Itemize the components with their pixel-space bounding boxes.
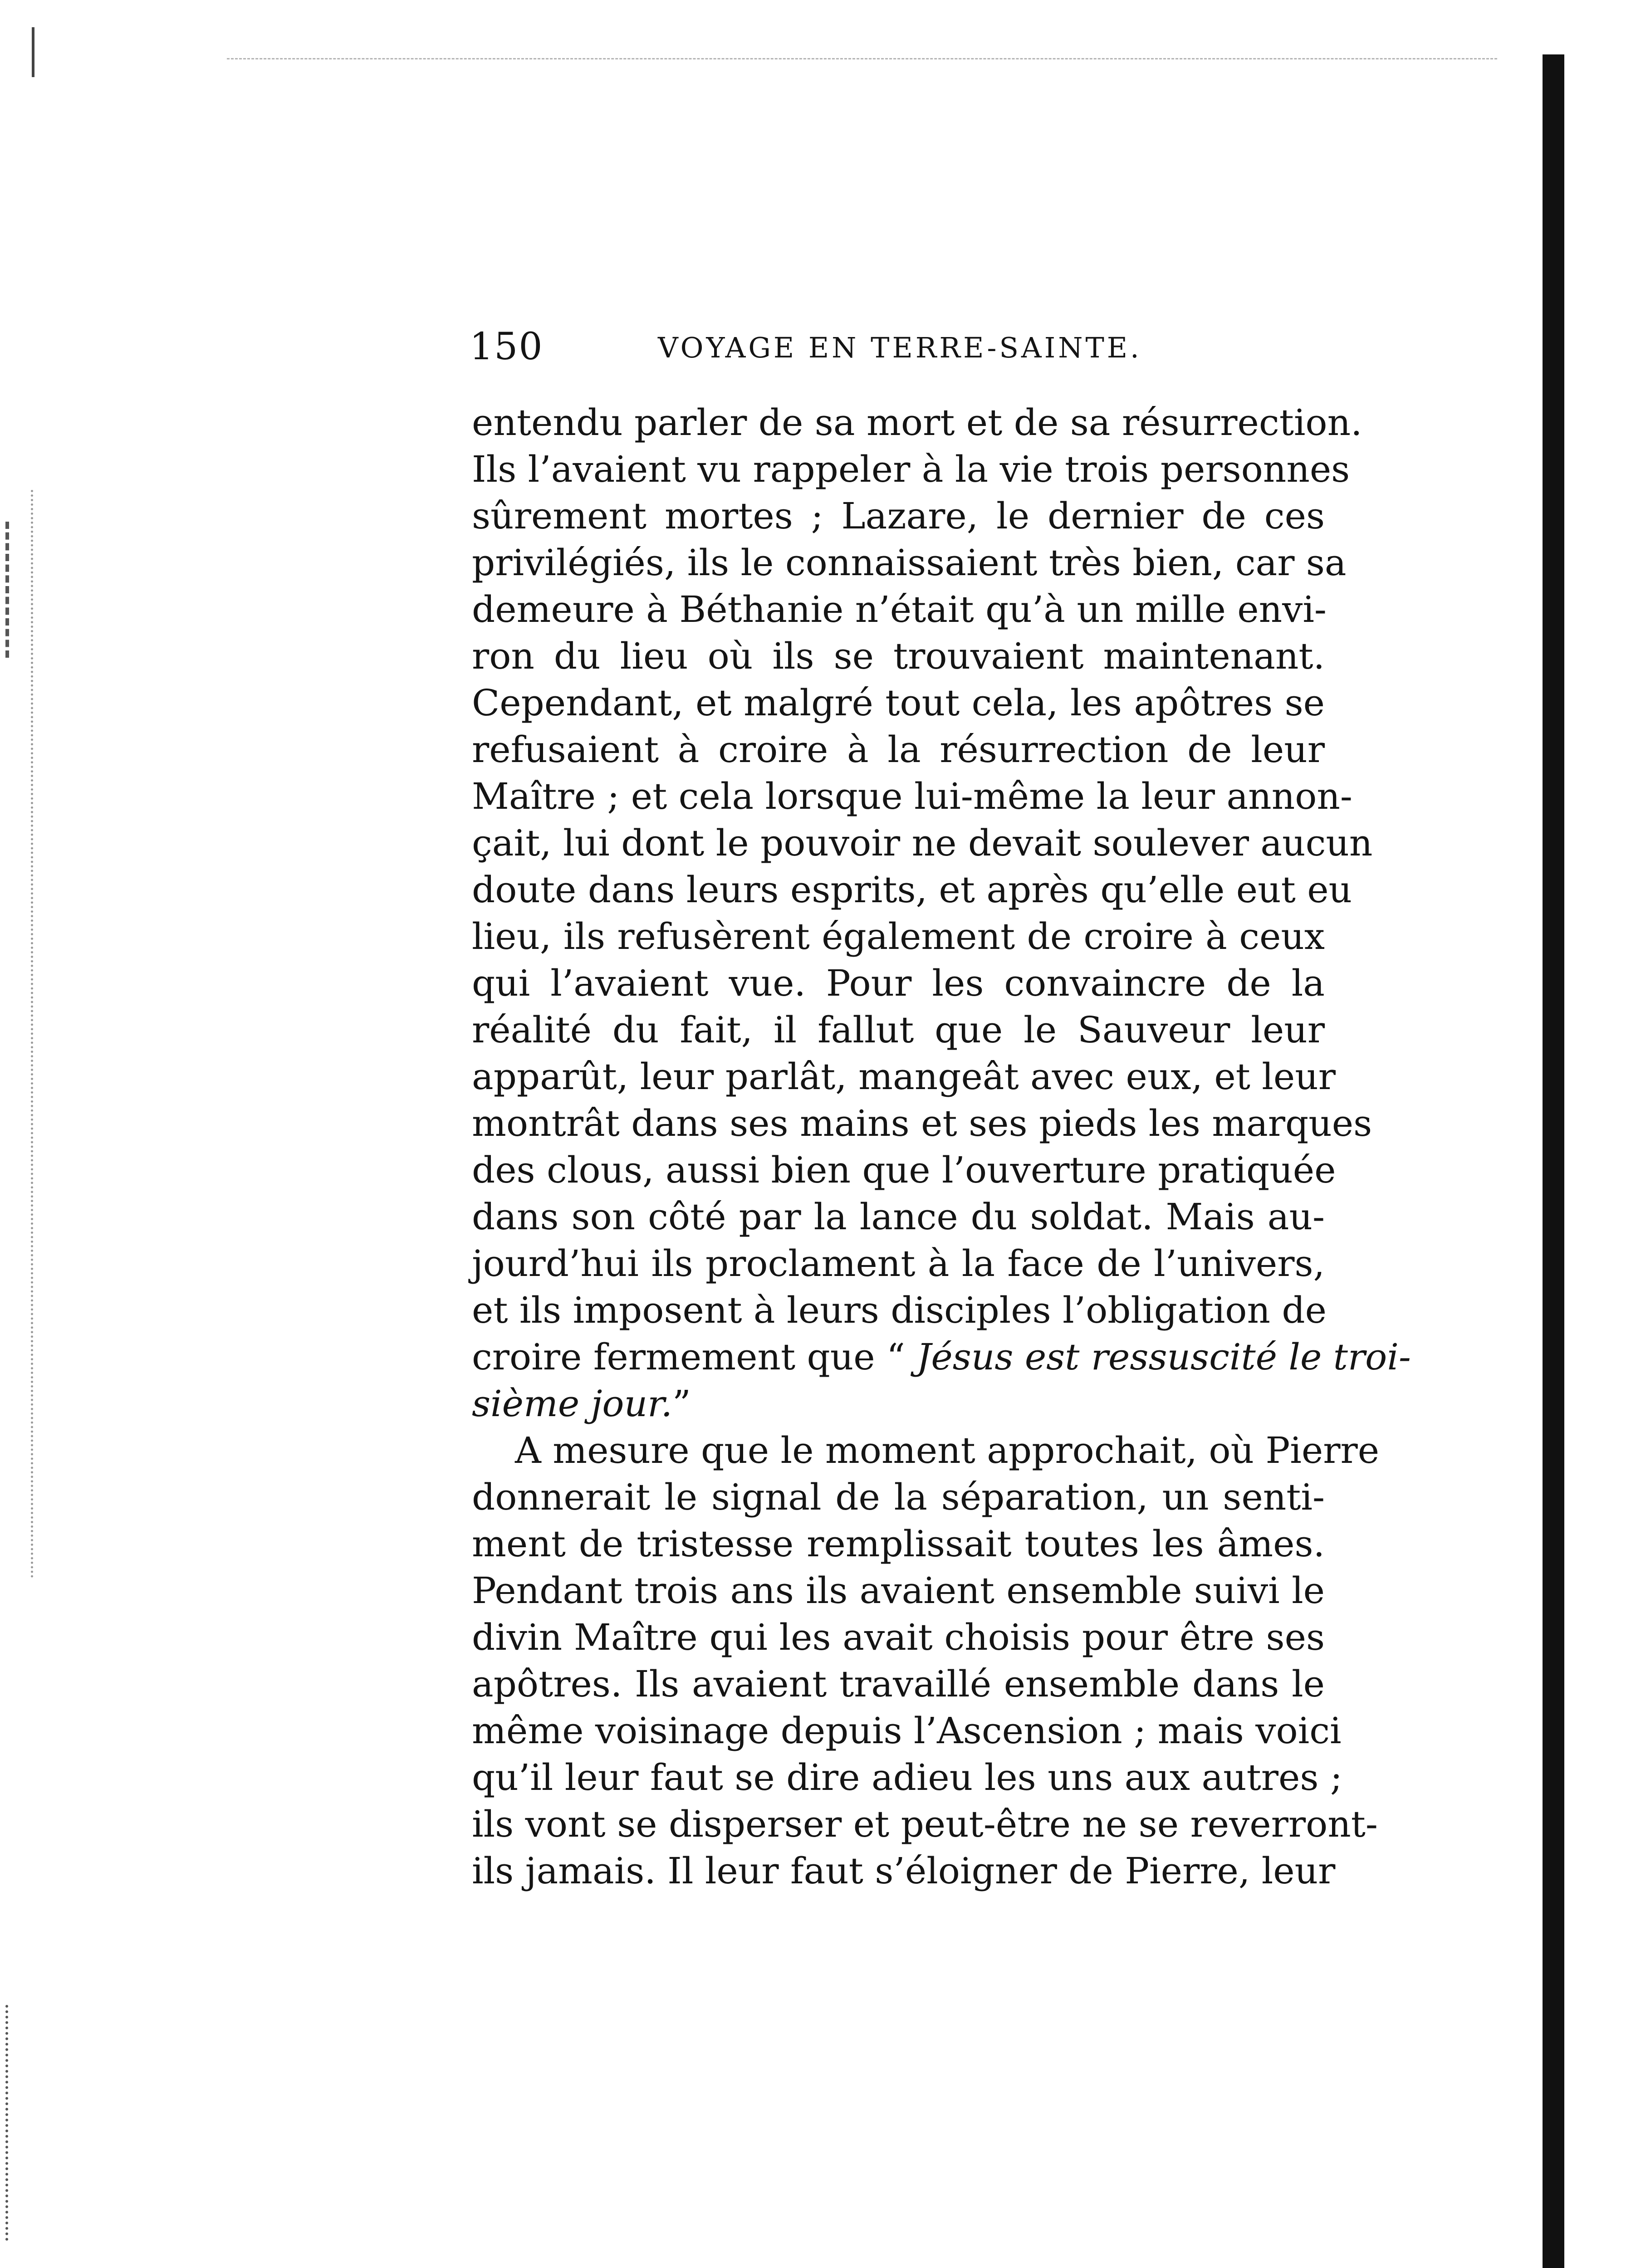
text-line: doute dans leurs esprits, et après qu’elle eut eu <box>472 869 1352 911</box>
text-line: entendu parler de sa mort et de sa résurrection. <box>472 401 1362 444</box>
text-line: Ils l’avaient vu rappeler à la vie trois personnes <box>472 448 1350 490</box>
scan-artifact-left-mark-lower <box>5 2005 8 2241</box>
text-line: ment de tristesse remplissait toutes les âmes. <box>472 1523 1325 1565</box>
text-line: lieu, ils refusèrent également de croire à ceux <box>472 915 1325 958</box>
text-line: ils vont se disperser et peut-être ne se reverront- <box>472 1803 1378 1845</box>
text-line: apparût, leur parlât, mangeât avec eux, et leur <box>472 1056 1336 1098</box>
text-line: Maître ; et cela lorsque lui-même la leur annon- <box>472 775 1352 817</box>
text-roman: croire fermement que “ <box>472 1336 917 1378</box>
text-line: des clous, aussi bien que l’ouverture pratiquée <box>472 1149 1336 1191</box>
text-line: qu’il leur faut se dire adieu les uns aux autres ; <box>472 1756 1342 1799</box>
quote-italic: Jésus est ressuscité le troi- <box>916 1336 1411 1378</box>
text-line: refusaient à croire à la résurrection de leur <box>472 728 1325 771</box>
scan-right-edge-shadow <box>1543 54 1564 2268</box>
text-line: ron du lieu où ils se trouvaient maintenant. <box>472 635 1325 677</box>
page-header <box>470 320 1327 374</box>
text-line: demeure à Béthanie n’était qu’à un mille envi- <box>472 588 1327 631</box>
text-line: Pendant trois ans ils avaient ensemble suivi le <box>472 1569 1325 1612</box>
text-line-quote-end <box>472 1380 1325 1427</box>
body-text <box>472 399 1411 1894</box>
running-title: VOYAGE EN TERRE-SAINTE. <box>658 331 1142 364</box>
scan-artifact-left-mark <box>5 522 9 658</box>
text-line: divin Maître qui les avait choisis pour être ses <box>472 1616 1325 1658</box>
text-line: même voisinage depuis l’Ascension ; mais voici <box>472 1710 1342 1752</box>
scan-artifact-corner <box>32 27 66 77</box>
text-line-paragraph-start: A mesure que le moment approchait, où Pierre <box>515 1429 1380 1471</box>
text-line-with-quote <box>472 1334 1411 1380</box>
text-line: et ils imposent à leurs disciples l’obligation de <box>472 1289 1327 1331</box>
text-line: qui l’avaient vue. Pour les convaincre de la <box>472 962 1325 1004</box>
text-line: sûrement mortes ; Lazare, le dernier de ces <box>472 495 1325 537</box>
text-line: Cependant, et malgré tout cela, les apôtres se <box>472 682 1325 724</box>
page-number: 150 <box>470 325 544 368</box>
text-line: apôtres. Ils avaient travaillé ensemble dans le <box>472 1663 1325 1705</box>
text-line: montrât dans ses mains et ses pieds les marques <box>472 1102 1372 1144</box>
text-line: ils jamais. Il leur faut s’éloigner de Pierre, leur <box>472 1850 1336 1892</box>
text-line: privilégiés, ils le connaissaient très bien, car sa <box>472 542 1347 584</box>
text-line: çait, lui dont le pouvoir ne devait soulever aucun <box>472 822 1373 864</box>
text-line: jourd’hui ils proclament à la face de l’univers, <box>472 1242 1325 1285</box>
text-line: donnerait le signal de la séparation, un senti- <box>472 1476 1325 1518</box>
scan-artifact-top-line <box>227 58 1497 59</box>
scan-artifact-left-line <box>31 490 33 1579</box>
quote-italic-end: sième jour. <box>472 1383 672 1425</box>
text-line: dans son côté par la lance du soldat. Mais au- <box>472 1196 1325 1238</box>
closing-quote: ” <box>672 1383 691 1425</box>
text-line: réalité du fait, il fallut que le Sauveur leur <box>472 1009 1325 1051</box>
